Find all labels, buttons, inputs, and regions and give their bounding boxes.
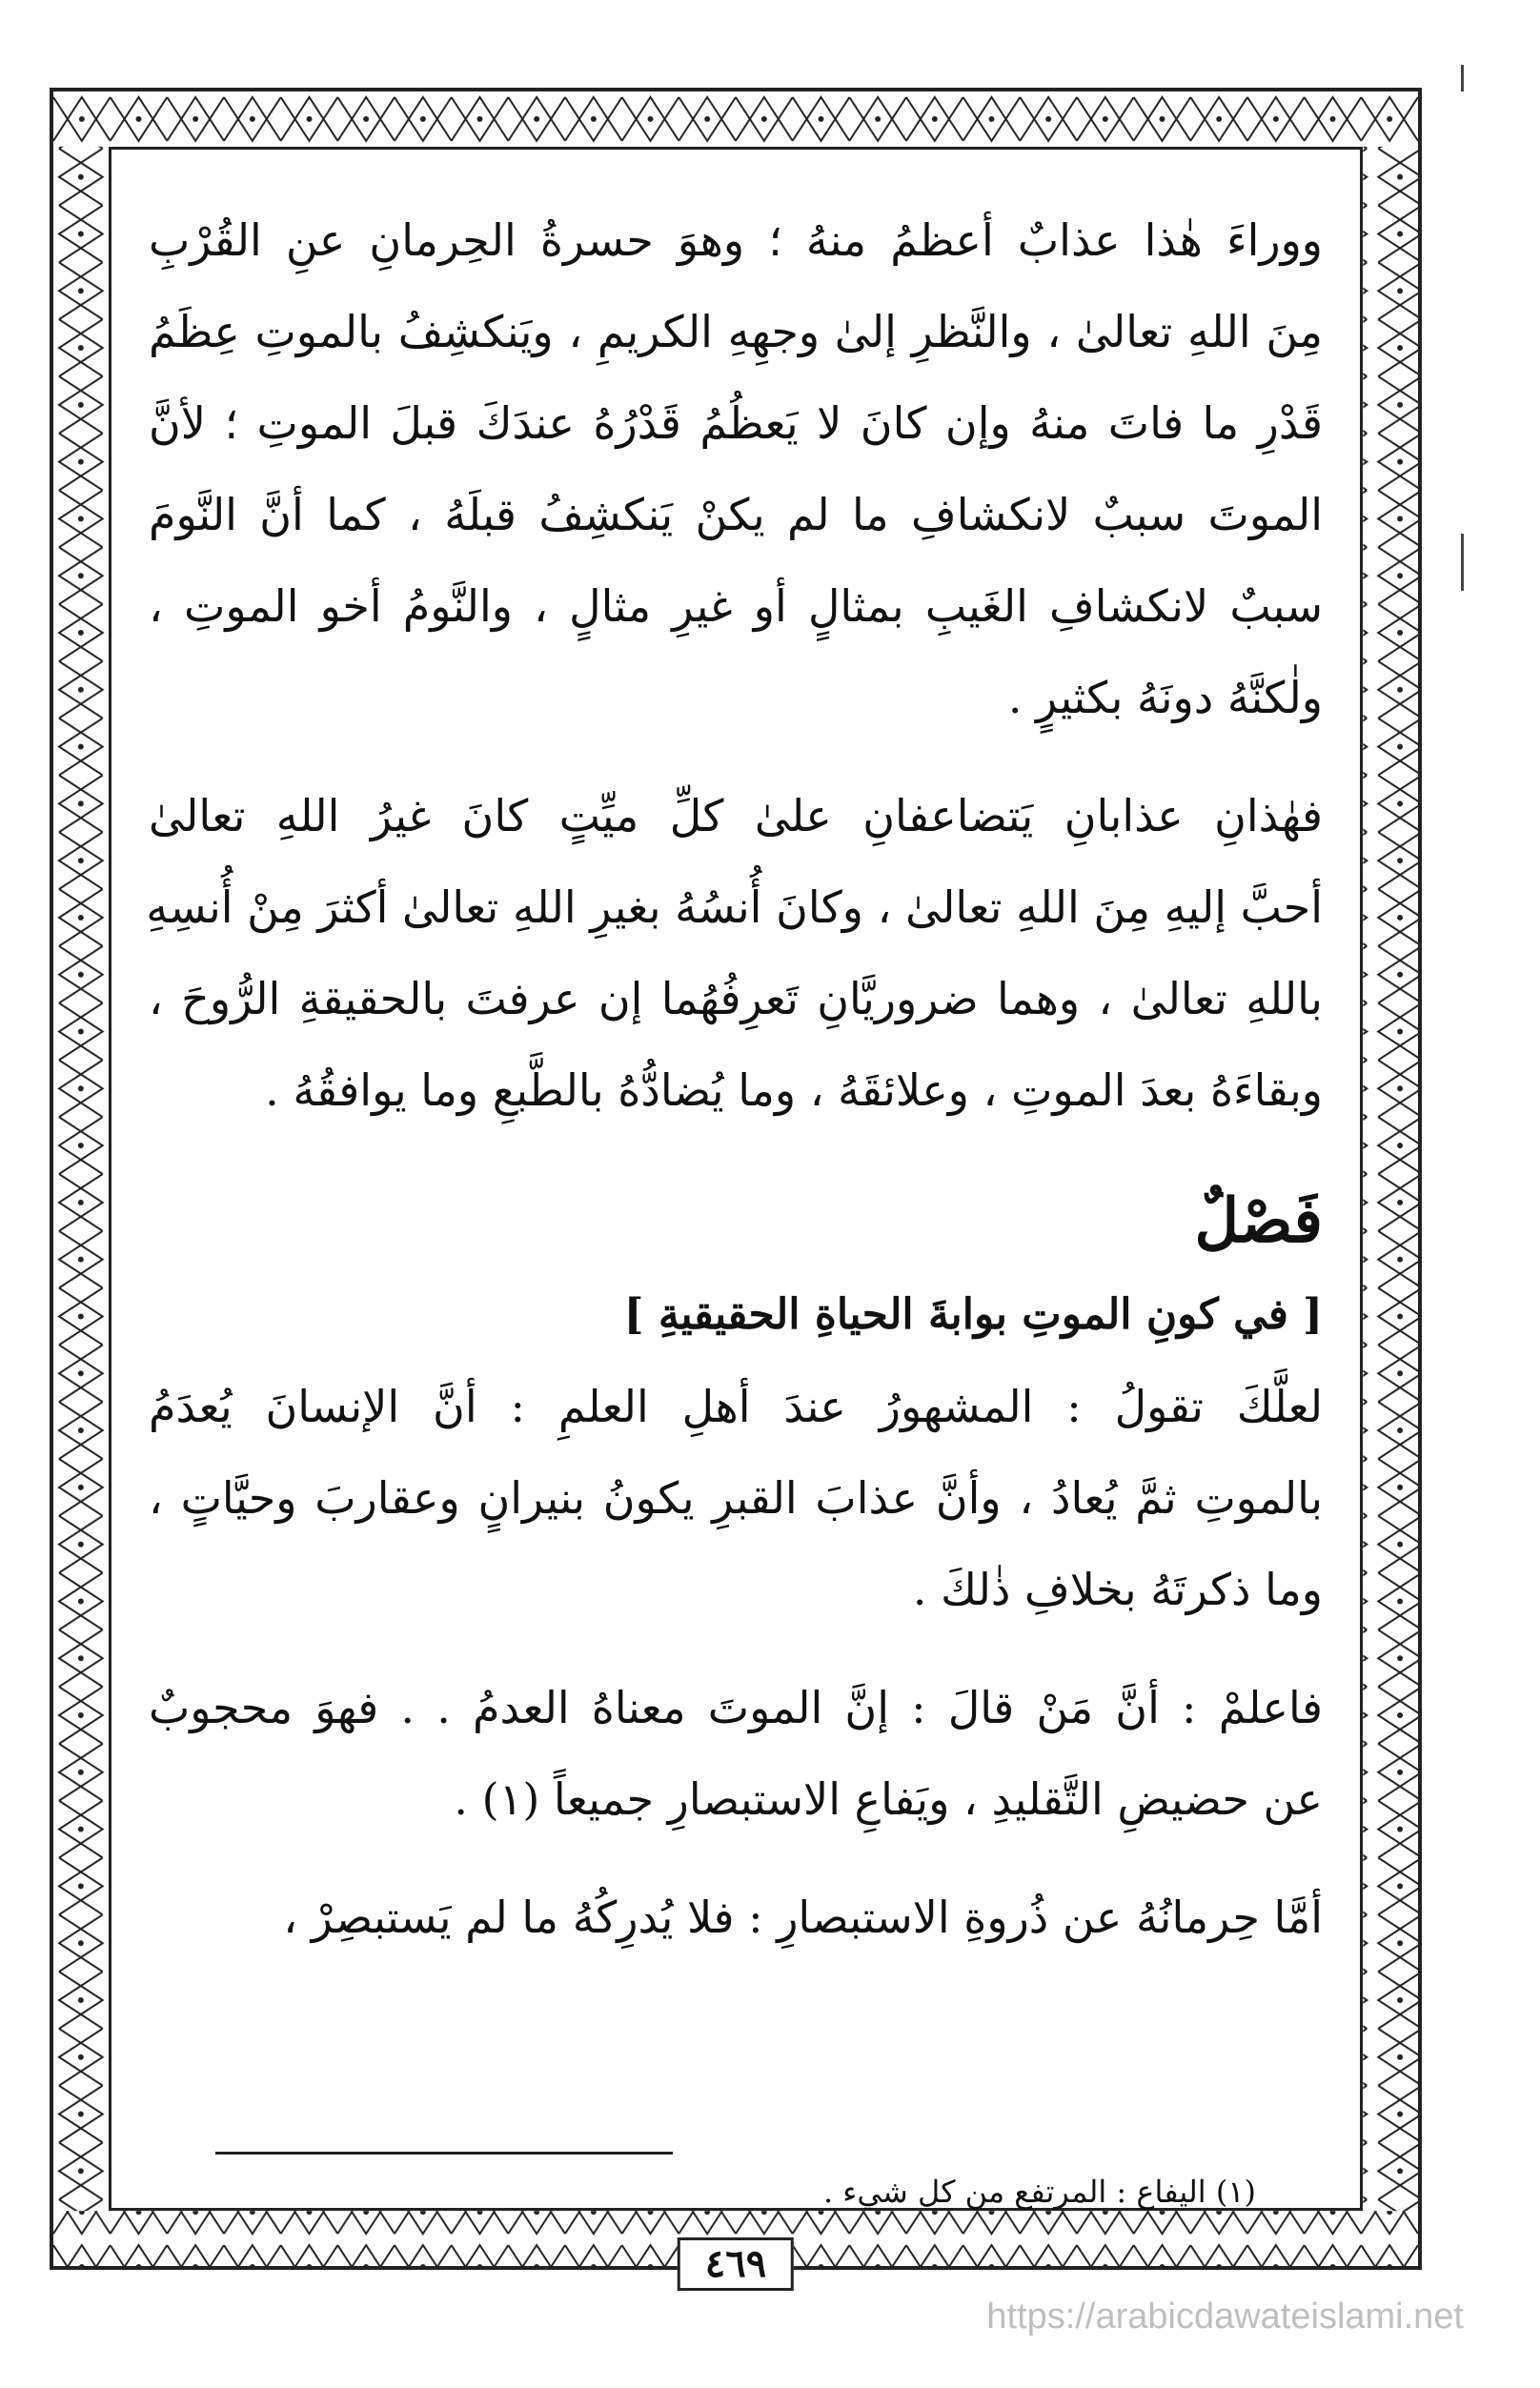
text-line: أحبَّ إليهِ مِنَ اللهِ تعالىٰ ، وكانَ أُنسُهُ بغيرِ اللهِ تعالىٰ أكثرَ مِنْ أُنسِهِ — [146, 881, 1323, 933]
text-line: عن حضيضِ التَّقليدِ ، ويَفاعِ الاستبصارِ جميعاً (١) . — [454, 1773, 1323, 1825]
text-line: بالموتِ ثمَّ يُعادُ ، وأنَّ عذابَ القبرِ يكونُ بنيرانٍ وعقاربَ وحيَّاتٍ ، — [149, 1472, 1323, 1524]
text-line: سببٌ لانكشافِ الغَيبِ بمثالٍ أو غيرِ مثالٍ ، والنَّومُ أخو الموتِ ، — [149, 580, 1323, 632]
chapter-heading: [ في كونِ الموتِ بوابةَ الحياةِ الحقيقيةِ ] — [623, 1290, 1323, 1339]
text-line: ولٰكنَّهُ دونَهُ بكثيرٍ . — [1007, 672, 1323, 723]
text-line: الموتَ سببٌ لانكشافِ ما لم يكنْ يَنكشِفُ قبلَهُ ، كما أنَّ النَّومَ — [149, 489, 1323, 540]
text-line: مِنَ اللهِ تعالىٰ ، والنَّظرِ إلىٰ وجهِهِ الكريمِ ، ويَنكشِفُ بالموتِ عِظَمُ — [149, 306, 1323, 357]
margin-tick-middle — [1461, 534, 1464, 591]
text-line: فاعلمْ : أنَّ مَنْ قالَ : إنَّ الموتَ معناهُ العدمُ . . فهوَ محجوبٌ — [149, 1682, 1323, 1733]
text-line: لعلَّكَ تقولُ : المشهورُ عندَ أهلِ العلمِ : أنَّ الإنسانَ يُعدَمُ — [149, 1381, 1323, 1432]
text-line: وما ذكرتَهُ بخلافِ ذٰلكَ . — [912, 1564, 1323, 1615]
paragraph-3 — [149, 1361, 1323, 1635]
paragraph-2 — [146, 770, 1323, 1136]
text-line: قَدْرِ ما فاتَ منهُ وإن كانَ لا يَعظُمُ قَدْرُهُ عندَكَ قبلَ الموتِ ؛ لأنَّ — [149, 397, 1323, 449]
paragraph-5 — [149, 1872, 1323, 1963]
margin-tick-top — [1461, 65, 1464, 91]
text-line: فهٰذانِ عذابانِ يَتضاعفانِ علىٰ كلِّ ميِّتٍ كانَ غيرُ اللهِ تعالىٰ — [149, 790, 1323, 841]
page-frame — [50, 88, 1422, 2286]
paragraph-4 — [149, 1662, 1323, 1845]
page-number: ٤٦٩ — [678, 2237, 794, 2291]
footnote-separator — [215, 2152, 673, 2155]
footnote: (١) اليفاع : المرتفع من كل شيء . — [822, 2174, 1256, 2210]
text-line: ووراءَ هٰذا عذابٌ أعظمُ منهُ ؛ وهوَ حسرةُ الحِرمانِ عنِ القُرْبِ — [149, 214, 1323, 266]
text-line: وبقاءَهُ بعدَ الموتِ ، وعلائقَهُ ، وما يُضادُّهُ بالطَّبعِ وما يوافقُهُ . — [265, 1064, 1323, 1116]
text-line: باللهِ تعالىٰ ، وهما ضروريَّانِ تَعرِفُهُما إن عرفتَ بالحقيقةِ الرُّوحَ ، — [149, 973, 1323, 1024]
watermark-url: https://arabicdawateislami.net — [986, 2297, 1464, 2337]
main-text — [146, 194, 1323, 1963]
text-line: أمَّا حِرمانُهُ عن ذُروةِ الاستبصارِ : فلا يُدرِكُهُ ما لم يَستبصِرْ ، — [283, 1892, 1323, 1943]
section-title: فَصْلٌ — [1194, 1185, 1323, 1257]
paragraph-1 — [149, 194, 1323, 743]
